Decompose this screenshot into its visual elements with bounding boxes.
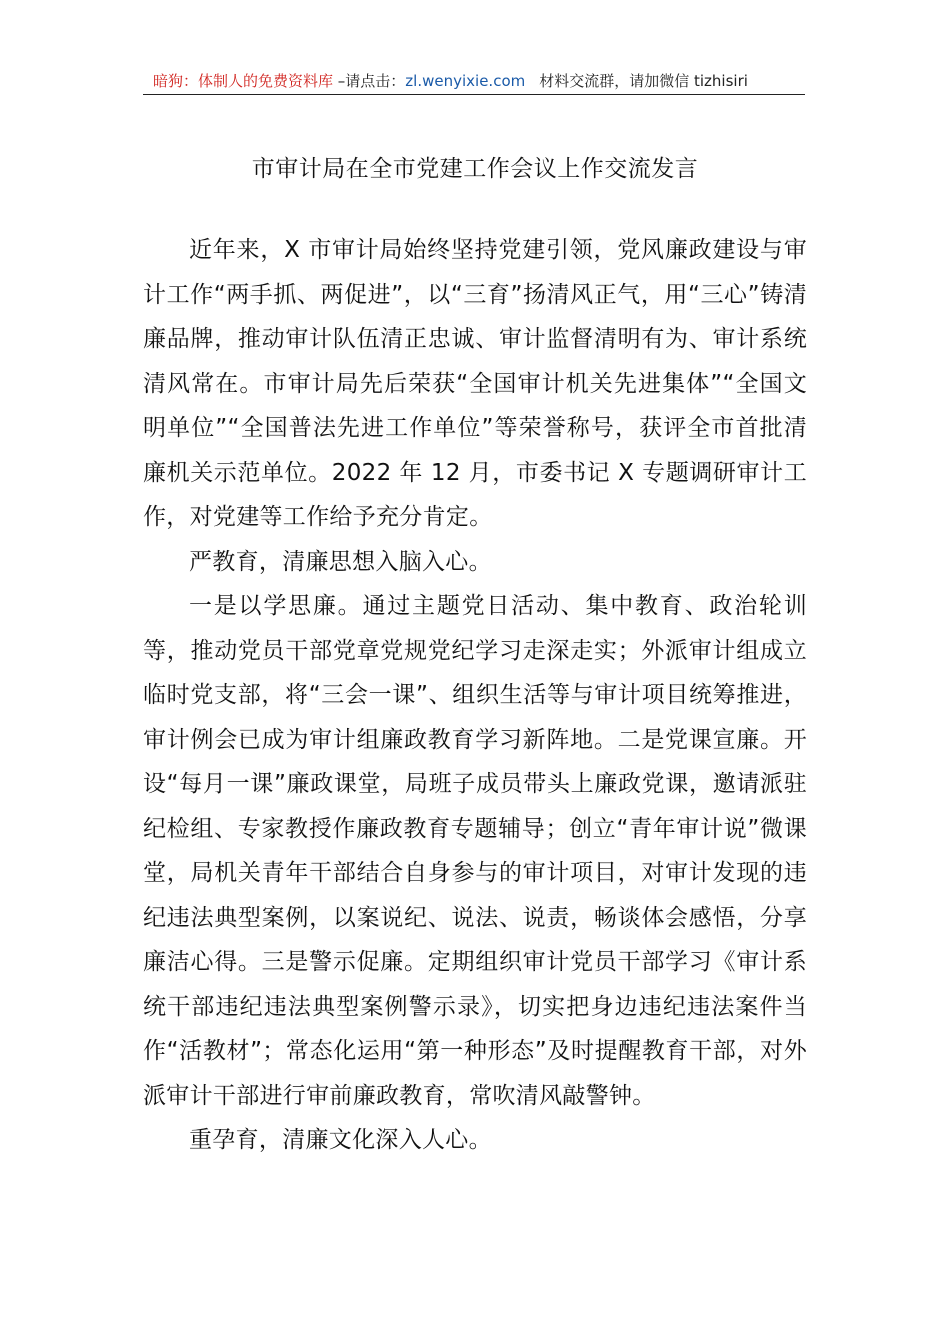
document-title: 市审计局在全市党建工作会议上作交流发言 (251, 156, 699, 182)
paragraph-education-details: 一是以学思廉。通过主题党日活动、集中教育、政治轮训等，推动党员干部党章党规党纪学习走深走实；外派审计组成立临时党支部，将“三会一课”、组织生活等与审计项目统筹推进，审计例会已成为审计组廉政教育学习新阵地。二是党课宣廉。开设“每月一课”廉政课堂，局班子成员带头上廉政党课，邀请派驻纪检组、专家教授作廉政教育专题辅导；创立“青年审计说”微课堂，局机关青年干部结合自身参与的审计项目，对审计发现的违纪违法典型案例，以案说纪、说法、说责，畅谈体会感悟，分享廉洁心得。三是警示促廉。定期组织审计党员干部学习《审计系统干部违纪违法典型案例警示录》，切实把身边违纪违法案件当作“活教材”；常态化运用“第一种形态”及时提醒教育干部，对外派审计干部进行审前廉政教育，常吹清风敲警钟。 (143, 593, 807, 1109)
paragraph-intro: 近年来，X 市审计局始终坚持党建引领，党风廉政建设与审计工作“两手抓、两促进”，以“三育”扬清风正气，用“三心”铸清廉品牌，推动审计队伍清正忠诚、审计监督清明有为、审计系统清风常在。市审计局先后荣获“全国审计机关先进集体”“全国文明单位”“全国普法先进工作单位”等荣誉称号，获评全市首批清廉机关示范单位。2022 年 12 月，市委书记 X 专题调研审计工作，对党建等工作给予充分肯定。 (143, 237, 807, 530)
header-link[interactable]: zl.wenyixie.com (405, 72, 526, 90)
header-click-prompt: –请点击： (333, 72, 406, 90)
header-note: 材料交流群，请加微信 tizhisiri (539, 72, 748, 90)
document-body (143, 228, 807, 1163)
section-heading-education: 严教育，清廉思想入脑入心。 (189, 548, 492, 575)
section-heading-culture: 重孕育，清廉文化深入人心。 (189, 1127, 492, 1153)
header-brand: 暗狗：体制人的免费资料库 (153, 72, 334, 90)
page-header (143, 70, 805, 95)
